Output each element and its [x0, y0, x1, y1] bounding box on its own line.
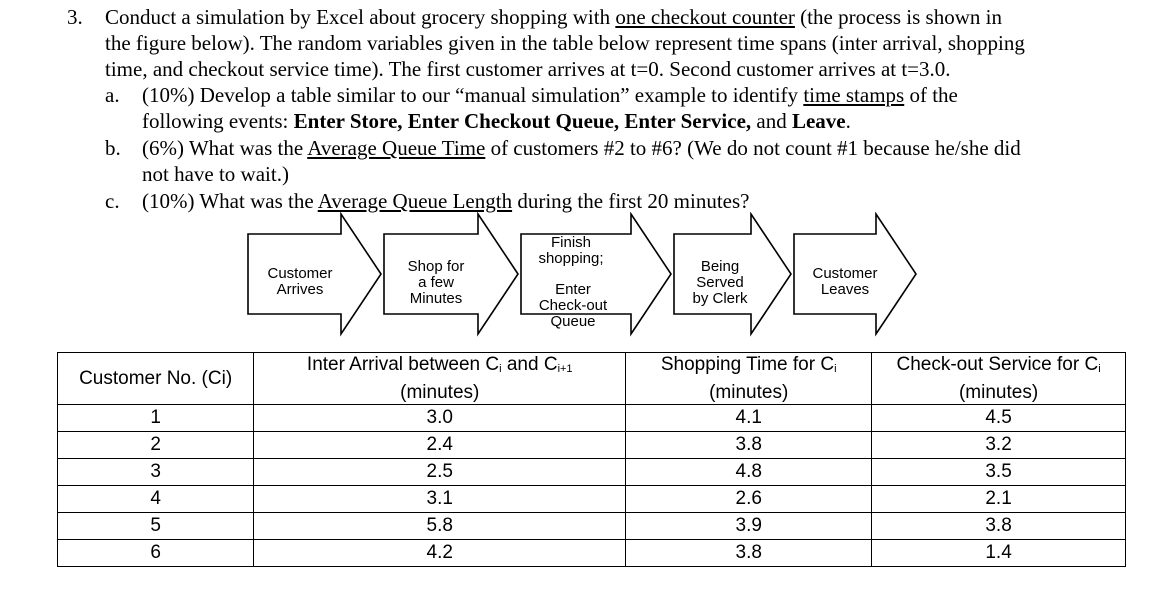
bold-event-leave: Leave	[791, 109, 846, 133]
header-interarrival: Inter Arrival between $C_i$ and $C_{i+1}$ (minutes)	[254, 353, 626, 405]
part-b-line-2: not have to wait.)	[142, 162, 289, 186]
cell-customer: 2	[58, 432, 254, 459]
table-row	[58, 459, 1126, 486]
table-row	[58, 405, 1126, 432]
header-checkout-service: Check-out Service for $C_i$ (minutes)	[872, 353, 1126, 405]
cell-interarrival: 5.8	[254, 513, 626, 540]
cell-shopping: 2.6	[626, 486, 872, 513]
table-row	[58, 540, 1126, 567]
random-variables-table	[57, 352, 1126, 567]
cell-shopping: 4.1	[626, 405, 872, 432]
flow-label-finish-shopping: Finish shopping;	[538, 234, 604, 267]
cell-customer: 6	[58, 540, 254, 567]
cell-customer: 4	[58, 486, 254, 513]
flow-label-leaves: Customer Leaves	[812, 265, 878, 298]
cell-service: 4.5	[872, 405, 1126, 432]
underlined-phrase: Average Queue Time	[307, 136, 486, 160]
cell-interarrival: 2.5	[254, 459, 626, 486]
header-customer-no: Customer No. (Ci)	[58, 353, 254, 405]
part-c-line: (10%) What was the Average Queue Length during the first 20 minutes?	[142, 189, 750, 213]
part-a-label: a.	[105, 83, 120, 107]
cell-customer: 5	[58, 513, 254, 540]
cell-interarrival: 3.0	[254, 405, 626, 432]
cell-shopping: 3.9	[626, 513, 872, 540]
table-row	[58, 486, 1126, 513]
cell-shopping: 3.8	[626, 432, 872, 459]
underlined-phrase: Average Queue Length	[317, 189, 513, 213]
cell-shopping: 4.8	[626, 459, 872, 486]
cell-service: 1.4	[872, 540, 1126, 567]
underlined-phrase: time stamps	[803, 83, 905, 107]
part-a-line-1: (10%) Develop a table similar to our “manual simulation” example to identify time stamps of the	[142, 83, 958, 107]
table-row	[58, 432, 1126, 459]
underlined-phrase: one checkout counter	[615, 5, 795, 29]
bold-events: Enter Store, Enter Checkout Queue, Enter Service,	[293, 109, 752, 133]
part-b-line-1: (6%) What was the Average Queue Time of customers #2 to #6? (We do not count #1 because he/she did	[142, 136, 1021, 160]
flow-label-arrives: Customer Arrives	[267, 265, 333, 298]
cell-service: 3.2	[872, 432, 1126, 459]
flow-label-being-served: Being Served by Clerk	[692, 258, 748, 307]
table-header-row	[58, 353, 1126, 405]
intro-line-2: the figure below). The random variables given in the table below represent time spans (inter arrival, shopping	[105, 31, 1025, 55]
cell-shopping: 3.8	[626, 540, 872, 567]
part-b-label: b.	[105, 136, 121, 160]
process-flow-diagram	[246, 212, 966, 337]
cell-service: 2.1	[872, 486, 1126, 513]
table-row	[58, 513, 1126, 540]
cell-interarrival: 4.2	[254, 540, 626, 567]
cell-service: 3.5	[872, 459, 1126, 486]
cell-customer: 1	[58, 405, 254, 432]
flow-label-enter-queue: Enter Check-out Queue	[538, 281, 608, 330]
part-a-line-2: following events: Enter Store, Enter Checkout Queue, Enter Service, and Leave.	[142, 109, 851, 133]
part-c-label: c.	[105, 189, 120, 213]
cell-service: 3.8	[872, 513, 1126, 540]
question-number: 3.	[67, 5, 83, 29]
cell-interarrival: 2.4	[254, 432, 626, 459]
intro-line-3: time, and checkout service time). The first customer arrives at t=0. Second customer arrives at t=3.0.	[105, 57, 951, 81]
intro-line-1: Conduct a simulation by Excel about grocery shopping with one checkout counter (the process is shown in	[105, 5, 1002, 29]
cell-customer: 3	[58, 459, 254, 486]
cell-interarrival: 3.1	[254, 486, 626, 513]
flow-label-shop: Shop for a few Minutes	[407, 258, 465, 307]
header-shopping-time: Shopping Time for $C_i$ (minutes)	[626, 353, 872, 405]
